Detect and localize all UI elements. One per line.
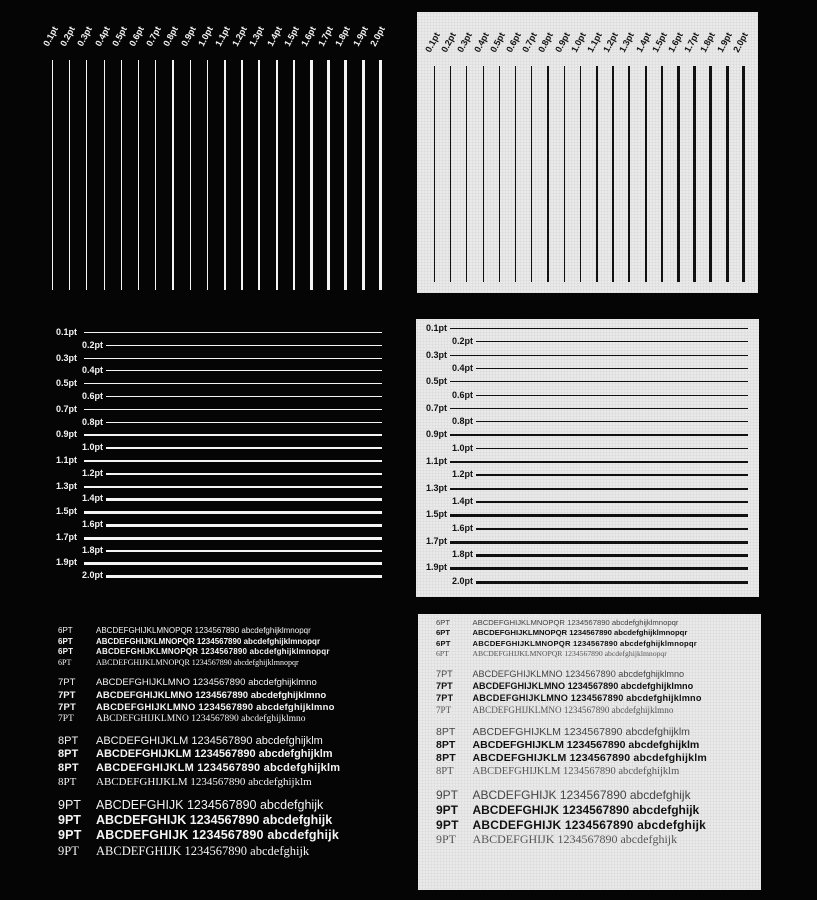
specimen-size-label: 7PT [436, 704, 452, 715]
stroke-line [106, 473, 382, 475]
specimen-size-label: 9PT [58, 828, 82, 843]
specimen-text: ABCDEFGHIJKLMNOPQR 1234567890 abcdefghijklmnopqr [472, 649, 667, 659]
stroke-line [293, 60, 295, 290]
stroke-label: 0.8pt [161, 24, 181, 48]
stroke-line [628, 66, 630, 282]
specimen-text: ABCDEFGHIJK 1234567890 abcdefghijk [96, 798, 324, 813]
stroke-line [466, 66, 467, 282]
stroke-label: 1.6pt [666, 30, 685, 54]
stroke-line [515, 66, 516, 282]
stroke-label: 1.0pt [82, 442, 104, 453]
specimen-size-label: 7PT [58, 677, 76, 689]
stroke-line [476, 368, 748, 369]
stroke-line [645, 66, 647, 282]
stroke-line [450, 488, 748, 490]
stroke-line [106, 524, 382, 527]
specimen-size-label: 6PT [58, 626, 73, 635]
specimen-row [58, 714, 306, 724]
stroke-line [450, 355, 748, 356]
stroke-line [612, 66, 614, 282]
stroke-label: 0.5pt [109, 24, 129, 48]
specimen-size-label: 7PT [58, 701, 77, 713]
stroke-label: 0.9pt [178, 24, 198, 48]
stroke-label: 0.9pt [552, 30, 572, 54]
specimen-row [58, 702, 335, 713]
stroke-label: 1.9pt [714, 30, 734, 54]
specimen-size-label: 8PT [58, 762, 79, 774]
stroke-line [138, 60, 139, 290]
specimen-row [436, 628, 687, 637]
horizontal-strokes-dark-panel [40, 322, 402, 590]
stroke-line [106, 370, 382, 371]
stroke-line [106, 447, 382, 449]
specimen-row [436, 766, 679, 777]
specimen-row [58, 748, 333, 760]
stroke-label: 0.7pt [144, 24, 164, 48]
stroke-label: 0.4pt [471, 30, 491, 54]
stroke-label: 0.4pt [82, 365, 104, 376]
stroke-label: 0.8pt [536, 30, 556, 54]
stroke-label: 0.2pt [82, 339, 104, 350]
stroke-label: 1.8pt [698, 30, 718, 54]
specimen-row [436, 618, 678, 627]
stroke-label: 0.5pt [426, 376, 448, 387]
specimen-text: ABCDEFGHIJK 1234567890 abcdefghijk [96, 828, 340, 843]
stroke-label: 0.6pt [82, 391, 104, 401]
stroke-line [661, 66, 663, 282]
specimen-text: ABCDEFGHIJKLMNOPQR 1234567890 abcdefghijklmnopqr [96, 647, 330, 657]
stroke-line [84, 460, 382, 462]
stroke-label: 1.3pt [56, 480, 78, 491]
stroke-line [677, 66, 680, 282]
stroke-label: 0.3pt [426, 349, 448, 360]
specimen-row [436, 832, 677, 847]
specimen-text: ABCDEFGHIJK 1234567890 abcdefghijk [96, 843, 310, 858]
stroke-label: 1.6pt [82, 519, 104, 529]
stroke-line [69, 60, 70, 290]
stroke-label: 1.4pt [264, 24, 284, 48]
specimen-row [436, 739, 699, 751]
specimen-size-label: 9PT [436, 788, 459, 803]
specimen-row [58, 828, 339, 842]
specimen-size-label: 9PT [58, 813, 81, 828]
horizontal-strokes-light-panel [416, 319, 759, 597]
specimen-text: ABCDEFGHIJK 1234567890 abcdefghijk [472, 788, 691, 803]
specimen-text: ABCDEFGHIJKLMNOPQR 1234567890 abcdefghijklmnopqr [96, 657, 299, 667]
stroke-line [531, 66, 532, 282]
specimen-text: ABCDEFGHIJKLM 1234567890 abcdefghijklm [472, 725, 690, 738]
specimen-size-label: 8PT [58, 775, 77, 788]
specimen-text: ABCDEFGHIJKLM 1234567890 abcdefghijklm [96, 748, 333, 761]
stroke-label: 1.7pt [682, 30, 702, 54]
stroke-label: 1.5pt [56, 506, 78, 517]
stroke-line [476, 554, 748, 557]
specimen-text: ABCDEFGHIJKLMNOPQR 1234567890 abcdefghijklmnopqr [96, 636, 321, 646]
specimen-text: ABCDEFGHIJKLMNOPQR 1234567890 abcdefghijklmnopqr [472, 618, 679, 627]
vertical-strokes-dark-panel [40, 8, 402, 293]
stroke-line [155, 60, 156, 290]
stroke-line [476, 341, 748, 342]
specimen-size-label: 8PT [58, 734, 79, 747]
stroke-label: 2.0pt [730, 30, 750, 54]
stroke-line [106, 345, 382, 346]
type-specimen-light-panel [418, 614, 761, 890]
specimen-size-label: 9PT [58, 843, 79, 858]
specimen-size-label: 7PT [436, 668, 453, 679]
specimen-size-label: 9PT [58, 798, 81, 813]
stroke-label: 0.1pt [426, 323, 448, 333]
stroke-line [362, 60, 365, 290]
specimen-size-label: 7PT [436, 692, 454, 703]
specimen-text: ABCDEFGHIJK 1234567890 abcdefghijk [472, 832, 678, 847]
specimen-size-label: 8PT [58, 748, 79, 761]
stroke-line [693, 66, 696, 282]
stroke-label: 0.2pt [439, 30, 459, 54]
stroke-line [84, 562, 382, 565]
stroke-line [450, 408, 748, 409]
specimen-text: ABCDEFGHIJKLM 1234567890 abcdefghijklm [96, 762, 341, 774]
stroke-label: 1.2pt [452, 469, 474, 480]
stroke-label: 1.3pt [617, 30, 637, 54]
stroke-line [476, 395, 748, 396]
stroke-line [450, 461, 748, 463]
stroke-line [344, 60, 347, 290]
specimen-text: ABCDEFGHIJKLMNO 1234567890 abcdefghijklmno [96, 701, 335, 713]
stroke-label: 0.1pt [56, 327, 78, 337]
stroke-line [476, 501, 748, 503]
specimen-row [58, 813, 332, 827]
specimen-row [436, 649, 667, 658]
stroke-label: 1.5pt [281, 24, 301, 48]
stroke-line [84, 486, 382, 488]
specimen-text: ABCDEFGHIJK 1234567890 abcdefghijk [472, 802, 700, 817]
stroke-label: 1.5pt [426, 509, 448, 520]
specimen-row [58, 844, 309, 859]
stroke-line [476, 528, 748, 531]
stroke-label: 0.6pt [127, 24, 146, 48]
stroke-label: 0.7pt [520, 30, 540, 54]
specimen-row [436, 693, 702, 703]
stroke-label: 1.6pt [299, 24, 318, 48]
specimen-text: ABCDEFGHIJKLMNO 1234567890 abcdefghijklmno [472, 680, 694, 691]
stroke-label: 1.8pt [82, 544, 104, 555]
stroke-label: 0.5pt [56, 378, 78, 389]
specimen-row [58, 626, 311, 635]
stroke-line [547, 66, 548, 282]
specimen-size-label: 6PT [58, 657, 72, 667]
stroke-line [106, 575, 382, 578]
specimen-size-label: 6PT [58, 647, 74, 657]
stroke-label: 0.1pt [41, 24, 60, 48]
specimen-text: ABCDEFGHIJKLM 1234567890 abcdefghijklm [472, 738, 700, 751]
stroke-label: 1.1pt [585, 30, 604, 54]
stroke-line [709, 66, 712, 282]
stroke-line [258, 60, 260, 290]
type-specimen-dark-panel [40, 620, 402, 885]
stroke-line [224, 60, 226, 290]
specimen-row [58, 690, 326, 701]
stroke-label: 0.4pt [452, 362, 474, 373]
specimen-row [436, 788, 691, 802]
specimen-text: ABCDEFGHIJKLMNO 1234567890 abcdefghijklmno [96, 689, 327, 701]
stroke-line [450, 66, 451, 282]
specimen-size-label: 6PT [436, 618, 451, 627]
specimen-row [58, 647, 330, 656]
stroke-line [104, 60, 105, 290]
stroke-label: 0.3pt [455, 30, 475, 54]
stroke-label: 1.8pt [452, 549, 474, 560]
stroke-line [172, 60, 173, 290]
specimen-row [436, 705, 673, 715]
specimen-size-label: 9PT [436, 802, 459, 817]
stroke-line [476, 474, 748, 476]
stroke-label: 1.8pt [333, 24, 353, 48]
stroke-label: 1.3pt [247, 24, 267, 48]
specimen-text: ABCDEFGHIJKLMNO 1234567890 abcdefghijklmno [96, 713, 306, 724]
specimen-text: ABCDEFGHIJKLMNO 1234567890 abcdefghijklmno [472, 704, 674, 715]
stroke-label: 1.2pt [601, 30, 621, 54]
stroke-line [379, 60, 382, 290]
stroke-line [121, 60, 122, 290]
specimen-row [436, 669, 684, 679]
stroke-label: 1.0pt [195, 24, 215, 48]
stroke-line [86, 60, 87, 290]
specimen-text: ABCDEFGHIJKLM 1234567890 abcdefghijklm [472, 752, 707, 765]
specimen-size-label: 6PT [58, 636, 73, 646]
stroke-label: 0.5pt [487, 30, 507, 54]
stroke-line [564, 66, 565, 282]
stroke-line [476, 581, 748, 584]
stroke-label: 1.9pt [56, 557, 78, 568]
stroke-line [84, 332, 382, 333]
stroke-label: 1.7pt [316, 24, 336, 48]
stroke-line [476, 448, 748, 450]
stroke-label: 1.9pt [350, 24, 370, 48]
specimen-row [436, 726, 690, 738]
specimen-text: ABCDEFGHIJK 1234567890 abcdefghijk [96, 813, 333, 828]
stroke-line [84, 434, 382, 435]
specimen-size-label: 6PT [436, 628, 451, 638]
specimen-text: ABCDEFGHIJKLMNOPQR 1234567890 abcdefghijklmnopqr [472, 638, 697, 648]
specimen-row [436, 752, 707, 764]
specimen-row [58, 762, 340, 774]
stroke-line [84, 358, 382, 359]
stroke-line [450, 514, 748, 516]
stroke-line [327, 60, 330, 290]
stroke-label: 1.1pt [56, 455, 78, 465]
stroke-label: 0.6pt [504, 30, 523, 54]
stroke-label: 1.1pt [426, 456, 448, 466]
stroke-label: 1.0pt [452, 442, 474, 453]
specimen-text: ABCDEFGHIJKLM 1234567890 abcdefghijklm [472, 765, 680, 777]
stroke-line [450, 541, 748, 544]
stroke-line [106, 396, 382, 397]
stroke-label: 1.5pt [649, 30, 669, 54]
stroke-label: 0.3pt [75, 24, 95, 48]
stroke-line [106, 422, 382, 423]
stroke-line [84, 537, 382, 540]
specimen-row [58, 637, 320, 646]
stroke-label: 0.8pt [452, 416, 474, 427]
specimen-text: ABCDEFGHIJK 1234567890 abcdefghijk [472, 817, 707, 832]
specimen-row [58, 798, 323, 812]
stroke-label: 1.6pt [452, 522, 474, 533]
stroke-line [84, 511, 382, 513]
stroke-label: 0.8pt [82, 416, 104, 427]
specimen-text: ABCDEFGHIJKLM 1234567890 abcdefghijklm [96, 775, 312, 788]
stroke-line [726, 66, 729, 282]
specimen-row [58, 776, 312, 788]
stroke-line [241, 60, 243, 290]
stroke-label: 0.2pt [58, 24, 78, 48]
stroke-line [483, 66, 484, 282]
specimen-row [58, 658, 299, 667]
specimen-size-label: 9PT [436, 832, 457, 847]
stroke-line [84, 409, 382, 410]
stroke-label: 1.7pt [426, 535, 448, 546]
stroke-line [106, 498, 382, 500]
stroke-line [310, 60, 313, 290]
stroke-line [596, 66, 598, 282]
stroke-line [450, 434, 748, 435]
specimen-size-label: 6PT [436, 638, 451, 648]
specimen-row [436, 818, 706, 832]
stroke-label: 0.4pt [92, 24, 112, 48]
stroke-label: 0.2pt [452, 336, 474, 347]
stroke-label: 0.9pt [56, 429, 78, 440]
specimen-text: ABCDEFGHIJKLMNO 1234567890 abcdefghijklmno [472, 668, 685, 679]
stroke-label: 1.1pt [213, 24, 232, 48]
specimen-row [436, 681, 693, 691]
stroke-label: 0.6pt [452, 389, 474, 400]
stroke-line [190, 60, 191, 290]
stroke-label: 2.0pt [367, 24, 387, 48]
stroke-line [276, 60, 278, 290]
stroke-label: 1.2pt [230, 24, 250, 48]
specimen-size-label: 7PT [58, 689, 76, 701]
stroke-label: 0.3pt [56, 352, 78, 363]
stroke-label: 2.0pt [452, 575, 474, 586]
vertical-strokes-light-panel [417, 12, 758, 293]
stroke-label: 2.0pt [82, 570, 104, 581]
specimen-row [436, 803, 699, 817]
stroke-line [434, 66, 435, 282]
stroke-line [450, 328, 748, 329]
stroke-line [476, 421, 748, 422]
stroke-line [84, 383, 382, 384]
stroke-label: 1.4pt [452, 495, 474, 506]
stroke-line [450, 567, 748, 570]
stroke-label: 0.7pt [56, 403, 78, 414]
specimen-size-label: 7PT [58, 713, 74, 724]
stroke-label: 1.7pt [56, 531, 78, 542]
specimen-size-label: 8PT [436, 765, 454, 777]
specimen-text: ABCDEFGHIJKLMNOPQR 1234567890 abcdefghijklmnopqr [96, 626, 311, 635]
stroke-label: 1.0pt [568, 30, 588, 54]
stroke-line [207, 60, 209, 290]
stroke-label: 0.9pt [426, 429, 448, 440]
specimen-size-label: 8PT [436, 752, 456, 765]
stroke-label: 1.9pt [426, 562, 448, 573]
stroke-line [499, 66, 500, 282]
specimen-size-label: 9PT [436, 817, 459, 832]
stroke-line [52, 60, 53, 290]
stroke-line [106, 550, 382, 553]
stroke-label: 0.7pt [426, 402, 448, 413]
stroke-line [450, 381, 748, 382]
stroke-label: 0.1pt [423, 30, 442, 54]
specimen-text: ABCDEFGHIJKLMNO 1234567890 abcdefghijklmno [96, 677, 317, 689]
specimen-row [436, 639, 697, 648]
stroke-label: 1.3pt [426, 482, 448, 493]
specimen-row [58, 735, 323, 747]
specimen-text: ABCDEFGHIJKLM 1234567890 abcdefghijklm [96, 734, 323, 747]
specimen-row [58, 677, 317, 688]
specimen-size-label: 8PT [436, 738, 456, 751]
specimen-size-label: 6PT [436, 649, 449, 659]
stroke-line [742, 66, 745, 282]
stroke-line [580, 66, 582, 282]
stroke-label: 1.4pt [633, 30, 653, 54]
specimen-size-label: 7PT [436, 680, 453, 691]
specimen-text: ABCDEFGHIJKLMNO 1234567890 abcdefghijklmno [472, 692, 702, 703]
specimen-text: ABCDEFGHIJKLMNOPQR 1234567890 abcdefghijklmnopqr [472, 628, 688, 638]
specimen-size-label: 8PT [436, 725, 456, 738]
stroke-label: 1.4pt [82, 493, 104, 504]
stroke-label: 1.2pt [82, 467, 104, 478]
